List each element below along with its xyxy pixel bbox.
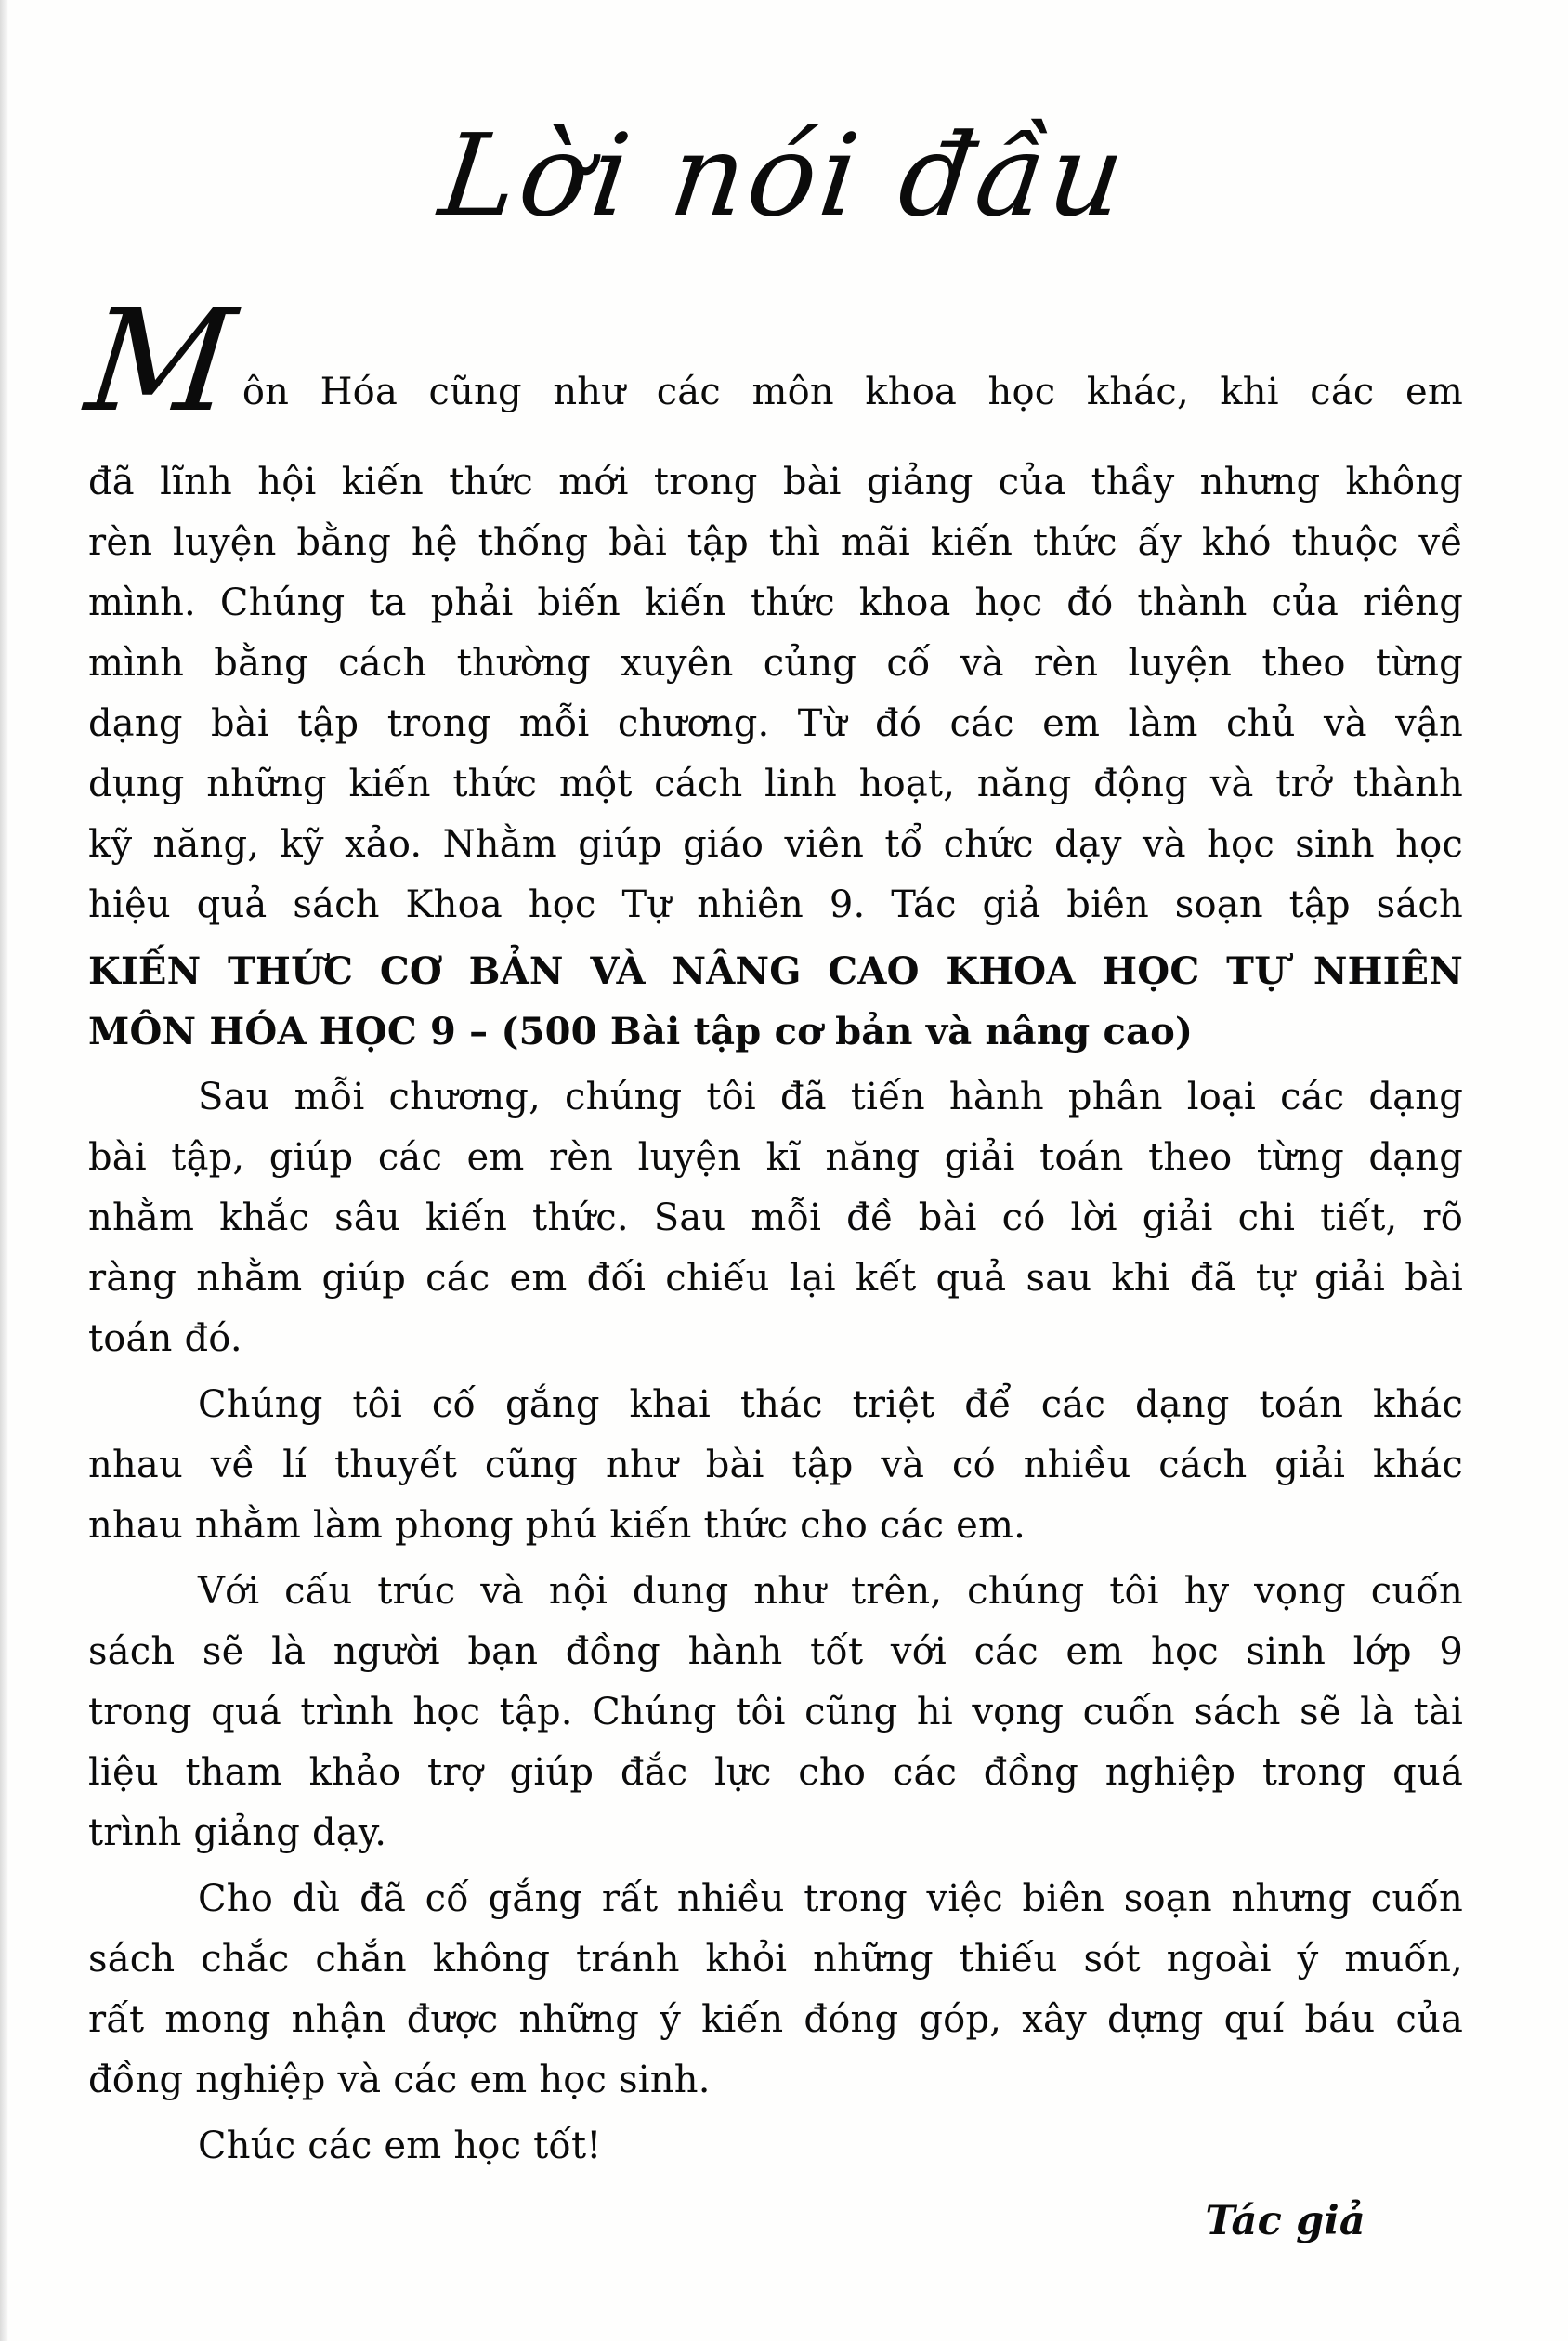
author-signature: Tác giả bbox=[1205, 2198, 1365, 2244]
text-line: Chúc các em học tốt! bbox=[198, 2125, 602, 2167]
text-line: Cho dù đã cố gắng rất nhiều trong việc biên soạn nhưng cuốn bbox=[198, 1877, 1463, 1920]
book-title-emphasis bbox=[88, 941, 1463, 1062]
text-line: sách chắc chắn không tránh khỏi những thiếu sót ngoài ý muốn, bbox=[88, 1938, 1463, 1981]
text-line: rất mong nhận được những ý kiến đóng góp, xây dựng quí báu của bbox=[88, 1998, 1463, 2041]
page-title: Lời nói đầu bbox=[433, 110, 1135, 242]
text-line: Chúng tôi cố gắng khai thác triệt để các dạng toán khác bbox=[198, 1383, 1463, 1426]
paragraph-wish bbox=[88, 2116, 1463, 2177]
text-line: nhau về lí thuyết cũng như bài tập và có nhiều cách giải khác bbox=[88, 1444, 1463, 1486]
text-line: sách sẽ là người bạn đồng hành tốt với các em học sinh lớp 9 bbox=[88, 1630, 1463, 1673]
paragraph-hope-companion bbox=[88, 1562, 1463, 1864]
text-line: đồng nghiệp và các em học sinh. bbox=[88, 2059, 711, 2101]
text-line: kỹ năng, kỹ xảo. Nhằm giúp giáo viên tổ chức dạy và học sinh học bbox=[88, 823, 1463, 866]
text-line: KIẾN THỨC CƠ BẢN VÀ NÂNG CAO KHOA HỌC TỰ NHIÊN bbox=[88, 949, 1463, 993]
text-line: Môn Hóa cũng như các môn khoa học khác, khi các em bbox=[79, 279, 1463, 443]
text-line: MÔN HÓA HỌC 9 – (500 Bài tập cơ bản và nâng cao) bbox=[88, 1010, 1194, 1053]
text-line: dạng bài tập trong mỗi chương. Từ đó các em làm chủ và vận bbox=[88, 702, 1463, 745]
text-line: liệu tham khảo trợ giúp đắc lực cho các đồng nghiệp trong quá bbox=[88, 1751, 1463, 1794]
text-line: mình. Chúng ta phải biến kiến thức khoa học đó thành của riêng bbox=[88, 582, 1463, 624]
text-line: bài tập, giúp các em rèn luyện kĩ năng giải toán theo từng dạng bbox=[88, 1136, 1463, 1179]
text-line: toán đó. bbox=[88, 1317, 242, 1360]
text-line: trình giảng dạy. bbox=[88, 1811, 387, 1854]
text-line: trong quá trình học tập. Chúng tôi cũng hi vọng cuốn sách sẽ là tài bbox=[88, 1691, 1463, 1733]
text-line: Sau mỗi chương, chúng tôi đã tiến hành phân loại các dạng bbox=[198, 1076, 1463, 1118]
text-line: mình bằng cách thường xuyên củng cố và rèn luyện theo từng bbox=[88, 642, 1463, 685]
text-line: đã lĩnh hội kiến thức mới trong bài giảng của thầy nhưng không bbox=[88, 461, 1463, 504]
text-line: Với cấu trúc và nội dung như trên, chúng tôi hy vọng cuốn bbox=[198, 1570, 1463, 1613]
text-line: nhau nhằm làm phong phú kiến thức cho các em. bbox=[88, 1504, 1026, 1547]
opening-paragraph bbox=[79, 279, 1463, 935]
text-line: nhằm khắc sâu kiến thức. Sau mỗi đề bài có lời giải chi tiết, rõ bbox=[88, 1197, 1463, 1239]
page-body bbox=[79, 279, 1463, 2252]
paragraph-exploit-problem-types bbox=[88, 1375, 1463, 1556]
text-line: ràng nhằm giúp các em đối chiếu lại kết quả sau khi đã tự giải bài bbox=[88, 1257, 1463, 1300]
paragraph-apology-feedback bbox=[88, 1869, 1463, 2111]
text-line: hiệu quả sách Khoa học Tự nhiên 9. Tác giả biên soạn tập sách bbox=[88, 883, 1463, 926]
text-line: rèn luyện bằng hệ thống bài tập thì mãi kiến thức ấy khó thuộc về bbox=[88, 521, 1463, 564]
paragraph-chapter-structure bbox=[88, 1067, 1463, 1369]
text-line: dụng những kiến thức một cách linh hoạt, năng động và trở thành bbox=[88, 763, 1463, 805]
